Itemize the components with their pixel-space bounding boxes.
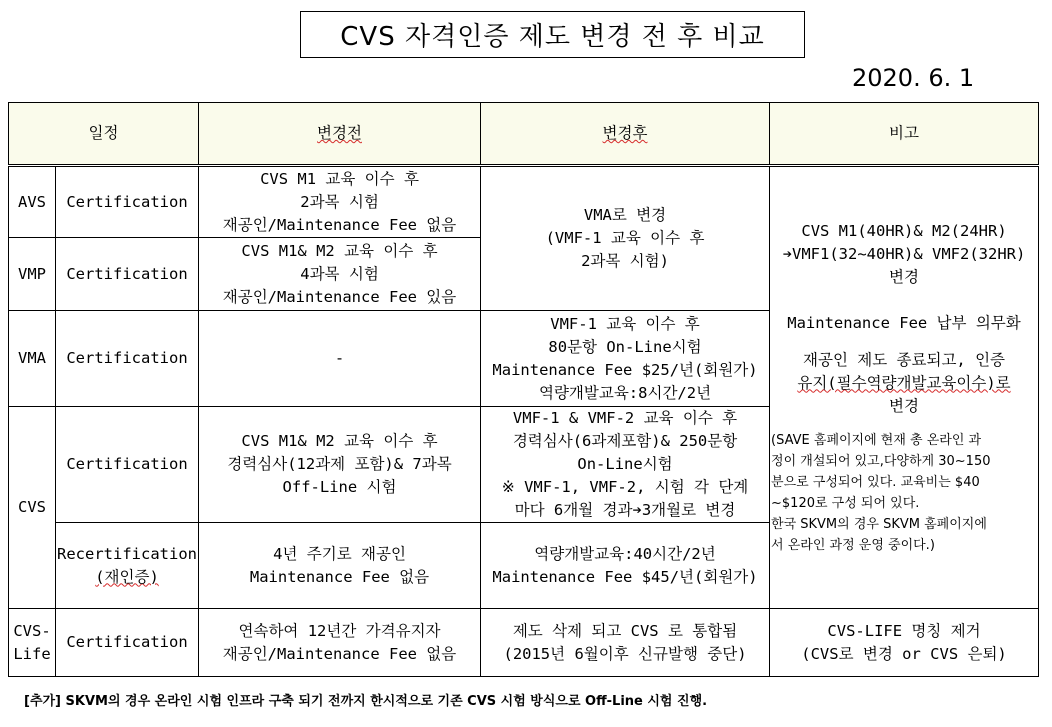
row-type-avs: Certification bbox=[56, 166, 199, 238]
row-type-vmp: Certification bbox=[56, 238, 199, 311]
note-cell: CVS M1(40HR)& M2(24HR) ➔VMF1(32~40HR)& VMF2(32HR) 변경 Maintenance Fee 납부 의무화 재공인 제도 종료되고, 인증 유지(필수역량개발교육이수)로 변경 (SAVE 홈페이지에 현재 총 온라인 과 정이 개설되어 있고,다양하게 30~150 분으로 구성되어 있다. 교육비는 $40 ~$120로 구성 되어 있다. 한국 SKVM의 경우 SKVM 홈페이지에 서 온라인 과정 운영 중이다.) bbox=[770, 166, 1039, 609]
row-name-cvs-life: CVS- Life bbox=[9, 609, 56, 677]
avs-vmp-after: VMA로 변경 (VMF-1 교육 이수 후 2과목 시험) bbox=[481, 166, 770, 311]
vma-after: VMF-1 교육 이수 후 80문항 On-Line시험 Maintenance Fee $25/년(회원가) 역량개발교육:8시간/2년 bbox=[481, 311, 770, 407]
table-row-cvs-life bbox=[9, 609, 1039, 677]
row-name-vmp: VMP bbox=[9, 238, 56, 311]
table-row-avs bbox=[9, 166, 1039, 238]
header-note: 비고 bbox=[770, 103, 1039, 166]
vmp-before: CVS M1& M2 교육 이수 후 4과목 시험 재공인/Maintenance Fee 있음 bbox=[199, 238, 481, 311]
cvs-recert-before: 4년 주기로 재공인 Maintenance Fee 없음 bbox=[199, 523, 481, 609]
row-type-cvs-recert: Recertification (재인증) bbox=[56, 523, 199, 609]
row-type-cvs-life: Certification bbox=[56, 609, 199, 677]
note-small-text: (SAVE 홈페이지에 현재 총 온라인 과 정이 개설되어 있고,다양하게 30~150 분으로 구성되어 있다. 교육비는 $40 ~$120로 구성 되어 있다. 한국 SKVM의 경우 SKVM 홈페이지에 서 온라인 과정 운영 중이다.) bbox=[771, 432, 991, 553]
row-name-avs: AVS bbox=[9, 166, 56, 238]
document-date: 2020. 6. 1 bbox=[852, 64, 975, 92]
cvs-recert-after: 역량개발교육:40시간/2년 Maintenance Fee $45/년(회원가) bbox=[481, 523, 770, 609]
cvs-life-before: 연속하여 12년간 가격유지자 재공인/Maintenance Fee 없음 bbox=[199, 609, 481, 677]
row-type-vma: Certification bbox=[56, 311, 199, 407]
table-header-row bbox=[9, 103, 1039, 166]
comparison-table bbox=[8, 102, 1039, 677]
vma-before: - bbox=[199, 311, 481, 407]
cvs-life-after: 제도 삭제 되고 CVS 로 통합됨 (2015년 6월이후 신규발행 중단) bbox=[481, 609, 770, 677]
header-schedule: 일정 bbox=[9, 103, 199, 166]
footnote: [추가] SKVM의 경우 온라인 시험 인프라 구축 되기 전까지 한시적으로 기존 CVS 시험 방식으로 Off-Line 시험 진행. bbox=[24, 694, 708, 709]
cvs-cert-before: CVS M1& M2 교육 이수 후 경력심사(12과제 포함)& 7과목 Off-Line 시험 bbox=[199, 407, 481, 523]
page-title-text: CVS 자격인증 제도 변경 전 후 비교 bbox=[340, 22, 765, 52]
cvs-cert-after: VMF-1 & VMF-2 교육 이수 후 경력심사(6과제포함)& 250문항 On-Line시험 ※ VMF-1, VMF-2, 시험 각 단계 마다 6개월 경과➔3개월로 변경 bbox=[481, 407, 770, 523]
row-type-cvs-cert: Certification bbox=[56, 407, 199, 523]
cvs-life-note: CVS-LIFE 명칭 제거 (CVS로 변경 or CVS 은퇴) bbox=[770, 609, 1039, 677]
avs-before: CVS M1 교육 이수 후 2과목 시험 재공인/Maintenance Fee 없음 bbox=[199, 166, 481, 238]
row-name-vma: VMA bbox=[9, 311, 56, 407]
row-name-cvs: CVS bbox=[9, 407, 56, 609]
page-title bbox=[300, 11, 805, 58]
header-after: 변경후 bbox=[481, 103, 770, 166]
header-before: 변경전 bbox=[199, 103, 481, 166]
